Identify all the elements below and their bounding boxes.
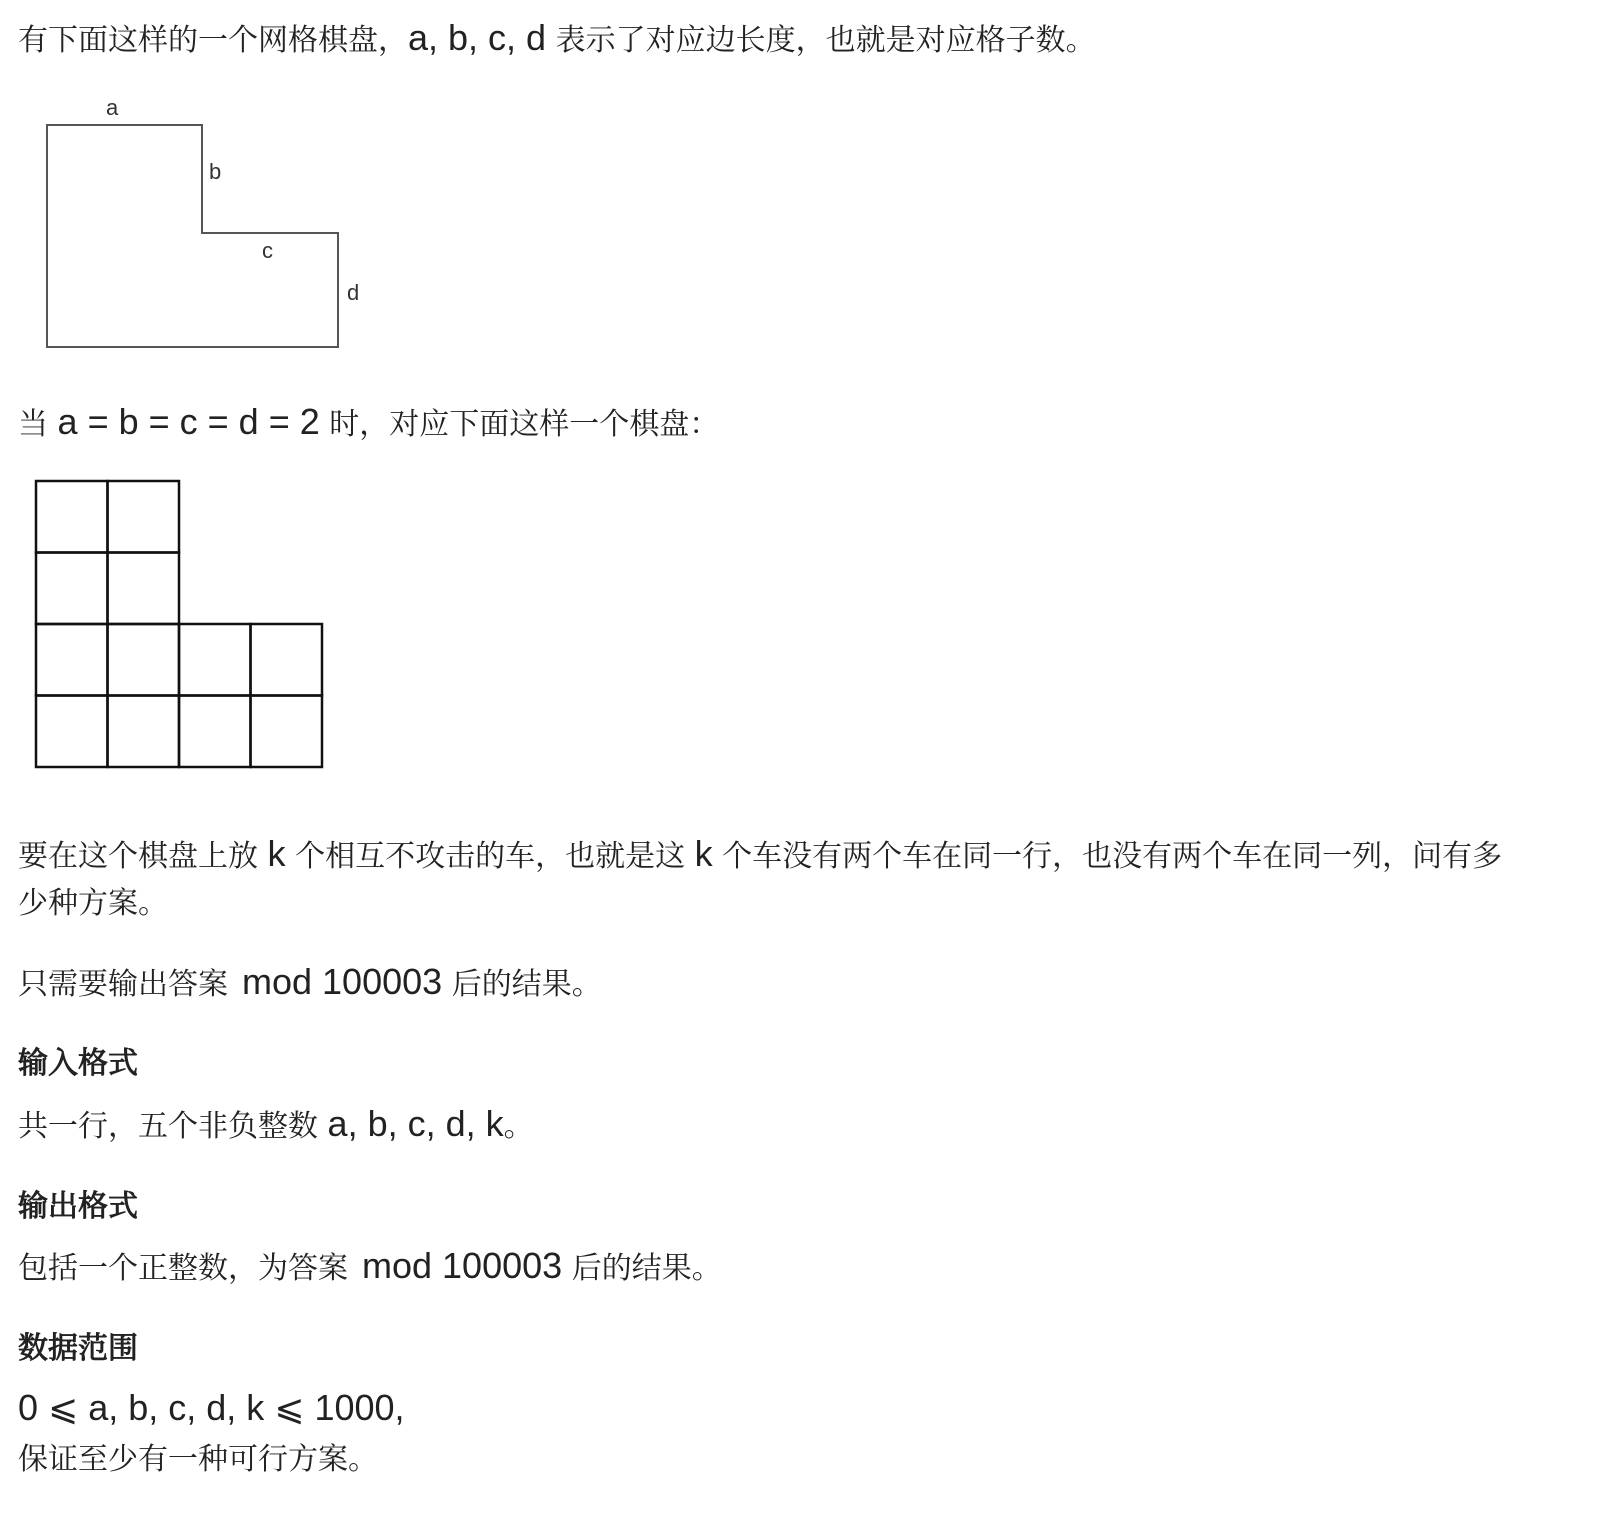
- example-text-before: 当: [18, 407, 58, 442]
- output-note-paragraph: [18, 962, 602, 1005]
- constraints-math: 0 ⩽ a, b, c, d, k ⩽ 1000,: [18, 1387, 405, 1428]
- l-shape-outline-figure: [47, 95, 359, 347]
- grid-cell-5: [108, 624, 180, 696]
- input-format-text-after: 。: [503, 1109, 534, 1144]
- constraints-note: 保证至少有一种可行方案。: [18, 1442, 378, 1477]
- constraints-math-line: [18, 1388, 405, 1431]
- output-note-text-before: 只需要输出答案: [18, 967, 228, 1002]
- l-shape-outline: [47, 125, 338, 347]
- output-note-math: mod 100003: [242, 961, 443, 1002]
- constraints-note-line: [18, 1440, 378, 1480]
- output-format-text-after: 后的结果。: [562, 1251, 722, 1286]
- label-b: b: [209, 159, 222, 184]
- intro-text-before: 有下面这样的一个网格棋盘，: [18, 23, 408, 58]
- grid-cell-8: [36, 696, 108, 768]
- output-note-text-after: 后的结果。: [442, 967, 602, 1002]
- problem-k-1: k: [267, 833, 286, 874]
- grid-cell-3: [108, 553, 180, 625]
- intro-math: a, b, c, d: [408, 17, 547, 58]
- grid-cell-0: [36, 481, 108, 553]
- grid-cell-1: [108, 481, 180, 553]
- problem-part-2: 个相互不攻击的车，也就是这: [285, 839, 695, 874]
- grid-cell-2: [36, 553, 108, 625]
- grid-cell-9: [108, 696, 180, 768]
- problem-part-1: 要在这个棋盘上放: [18, 839, 268, 874]
- problem-k-2: k: [694, 833, 713, 874]
- grid-board-figure: [36, 481, 322, 767]
- problem-line-2-text: 少种方案。: [18, 886, 168, 921]
- example-text-after: 时，对应下面这样一个棋盘：: [319, 407, 720, 442]
- grid-cell-4: [36, 624, 108, 696]
- grid-cell-6: [179, 624, 251, 696]
- grid-cell-7: [251, 624, 323, 696]
- input-format-text-before: 共一行，五个非负整数: [18, 1109, 328, 1144]
- label-c: c: [262, 238, 273, 263]
- example-paragraph: [18, 402, 719, 445]
- input-format-paragraph: [18, 1104, 534, 1147]
- grid-cell-11: [251, 696, 323, 768]
- problem-line-1: [18, 834, 1502, 877]
- label-a: a: [106, 95, 119, 120]
- output-format-math: mod 100003: [362, 1245, 563, 1286]
- constraints-heading: 数据范围: [18, 1331, 138, 1366]
- grid-cell-10: [179, 696, 251, 768]
- problem-line-2: [18, 884, 168, 924]
- label-d: d: [347, 280, 360, 305]
- intro-text-after: 表示了对应边长度，也就是对应格子数。: [546, 23, 1096, 58]
- problem-part-3: 个车没有两个车在同一行，也没有两个车在同一列，问有多: [712, 839, 1503, 874]
- example-math: a = b = c = d = 2: [57, 401, 320, 442]
- input-format-heading: 输入格式: [18, 1046, 138, 1081]
- output-format-heading: 输出格式: [18, 1189, 138, 1224]
- input-format-math: a, b, c, d, k: [327, 1103, 504, 1144]
- output-format-paragraph: [18, 1246, 722, 1289]
- output-format-text-before: 包括一个正整数，为答案: [18, 1251, 348, 1286]
